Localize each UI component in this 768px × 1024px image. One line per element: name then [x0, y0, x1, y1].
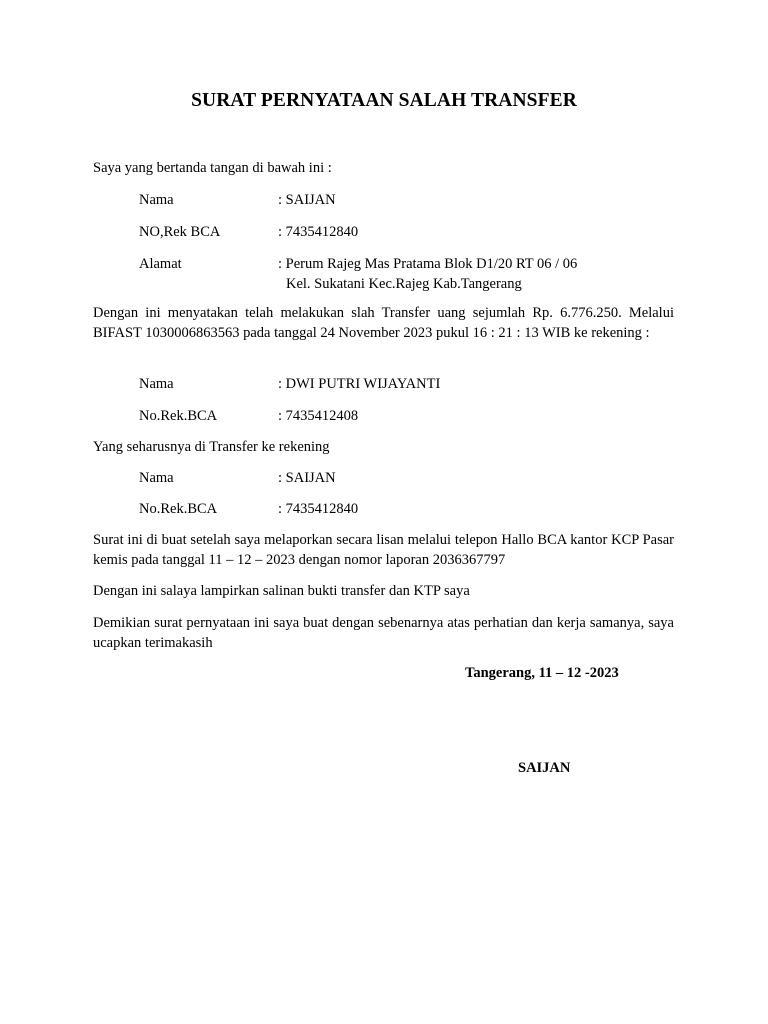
should-transfer-text: Yang seharusnya di Transfer ke rekening [93, 439, 330, 455]
attachment-text: Dengan ini salaya lampirkan salinan bukti transfer dan KTP saya [93, 583, 470, 599]
sender-address-label: Alamat [139, 256, 182, 272]
sender-account-row [139, 222, 679, 242]
sender-name-row [139, 190, 679, 210]
correct-recipient-account-row [139, 499, 679, 519]
place-date: Tangerang, 11 – 12 -2023 [465, 665, 619, 681]
wrong-recipient-name-value: : DWI PUTRI WIJAYANTI [278, 376, 441, 392]
sender-name-label: Nama [139, 192, 174, 208]
correct-recipient-name-value: : SAIJAN [278, 470, 336, 486]
document-title: SURAT PERNYATAAN SALAH TRANSFER [191, 90, 577, 111]
sender-address-line1: : Perum Rajeg Mas Pratama Blok D1/20 RT 06 / 06 [278, 256, 578, 272]
closing-paragraph: Demikian surat pernyataan ini saya buat dengan sebenarnya atas perhatian dan kerja samanya, saya ucapkan terimakasih [93, 615, 674, 651]
statement-paragraph: Dengan ini menyatakan telah melakukan slah Transfer uang sejumlah Rp. 6.776.250. Melalui BIFAST 1030006863563 pada tanggal 24 November 2023 pukul 16 : 21 : 13 WIB ke rekening : [93, 305, 674, 341]
wrong-recipient-account-label: No.Rek.BCA [139, 408, 218, 424]
intro-text: Saya yang bertanda tangan di bawah ini : [93, 160, 332, 176]
sender-address-row [139, 254, 679, 294]
sender-account-value: : 7435412840 [278, 224, 359, 240]
wrong-recipient-account-value: : 7435412408 [278, 408, 359, 424]
wrong-recipient-name-row [139, 374, 679, 394]
sender-account-label: NO,Rek BCA [139, 224, 221, 240]
sender-name-value: : SAIJAN [278, 192, 336, 208]
wrong-recipient-name-label: Nama [139, 376, 174, 392]
sender-address-line2: Kel. Sukatani Kec.Rajeg Kab.Tangerang [286, 276, 522, 292]
report-paragraph: Surat ini di buat setelah saya melaporkan secara lisan melalui telepon Hallo BCA kantor KCP Pasar kemis pada tanggal 11 – 12 – 2023 dengan nomor laporan 2036367797 [93, 532, 674, 568]
correct-recipient-account-value: : 7435412840 [278, 501, 359, 517]
signer-name: SAIJAN [518, 760, 571, 776]
wrong-recipient-account-row [139, 406, 679, 426]
correct-recipient-name-row [139, 468, 679, 488]
correct-recipient-account-label: No.Rek.BCA [139, 501, 218, 517]
correct-recipient-name-label: Nama [139, 470, 174, 486]
